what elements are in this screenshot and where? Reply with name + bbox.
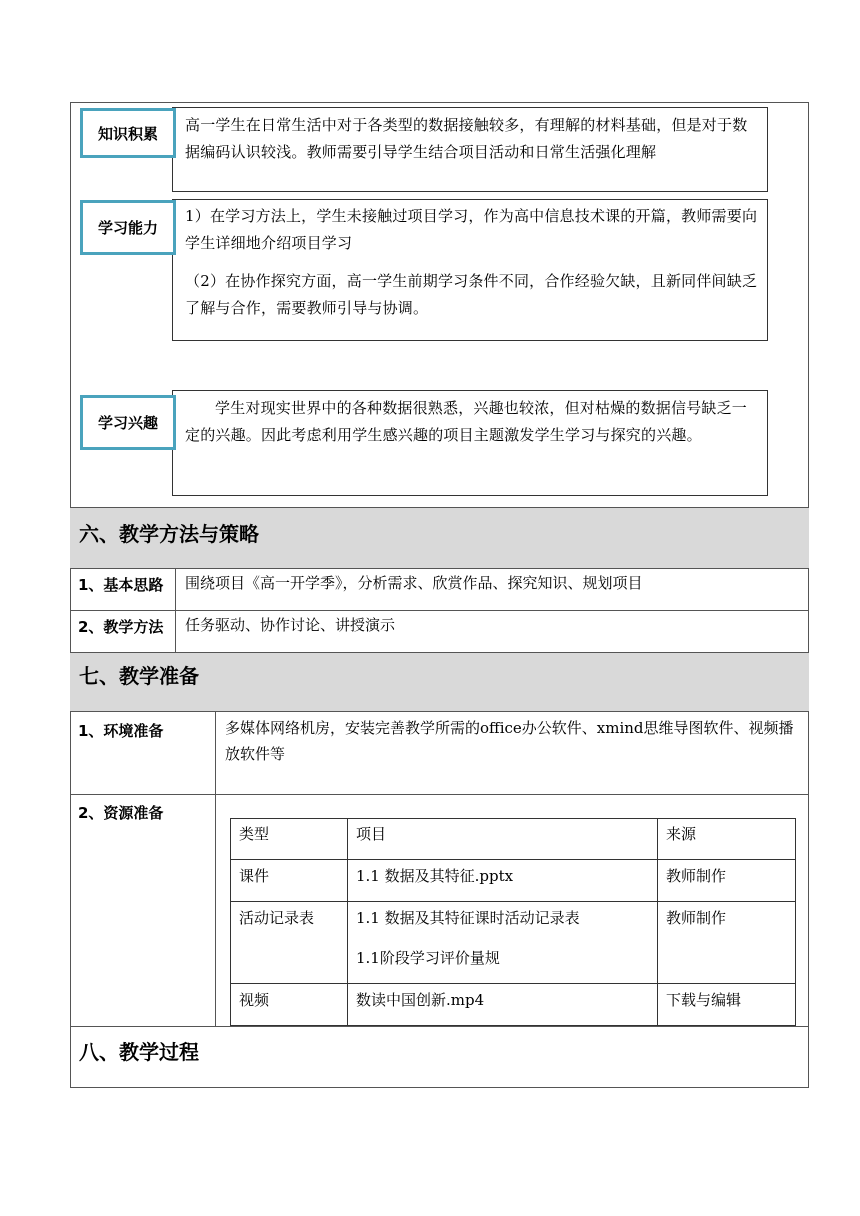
- section7-heading: 七、教学准备: [70, 653, 809, 711]
- interest-textbox: [172, 390, 768, 496]
- ability-textbox: [172, 199, 768, 341]
- resources-label: 2、资源准备: [78, 804, 164, 822]
- section6-row1-top: [70, 568, 809, 569]
- knowledge-tag: 知识积累: [80, 108, 176, 158]
- ability-paragraph-1: 1）在学习方法上，学生未接触过项目学习，作为高中信息技术课的开篇，教师需要向学生详细地介绍项目学习: [185, 207, 758, 252]
- resources-header-source: 来源: [658, 819, 796, 860]
- interest-tag: 学习兴趣: [80, 395, 176, 450]
- env-value: 多媒体网络机房，安装完善教学所需的office办公软件、xmind思维导图软件、视频播放软件等: [225, 719, 794, 763]
- section8-top-border: [70, 1026, 809, 1027]
- section7-row2-top: [70, 794, 809, 795]
- ability-tag: 学习能力: [80, 200, 176, 255]
- section7-row1-top: [70, 711, 809, 712]
- resource-items-cell: [348, 902, 658, 984]
- table-row: [231, 984, 796, 1026]
- method-row-2-value: 任务驱动、协作讨论、讲授演示: [185, 616, 396, 634]
- resources-header-type: 类型: [231, 819, 348, 860]
- resource-type: 视频: [231, 984, 348, 1026]
- resource-item: 数读中国创新.mp4: [348, 984, 658, 1026]
- resource-type: 活动记录表: [231, 902, 348, 984]
- resources-header-item: 项目: [348, 819, 658, 860]
- resource-source: 下载与编辑: [658, 984, 796, 1026]
- resource-source: 教师制作: [658, 860, 796, 902]
- resource-item: 1.1 数据及其特征课时活动记录表: [356, 909, 580, 927]
- frame-right-border: [808, 102, 809, 1088]
- section6-heading: 六、教学方法与策略: [70, 508, 809, 568]
- table-row: [231, 902, 796, 984]
- section6-row2-top: [70, 610, 809, 611]
- method-row-2-label: 2、教学方法: [78, 618, 164, 636]
- resource-type: 课件: [231, 860, 348, 902]
- method-row-1-value: 围绕项目《高一开学季》，分析需求、欣赏作品、探究知识、规划项目: [185, 574, 643, 592]
- frame-top-border: [70, 102, 809, 103]
- frame-left-border: [70, 102, 71, 1088]
- interest-text: 学生对现实世界中的各种数据很熟悉，兴趣也较浓，但对枯燥的数据信号缺乏一定的兴趣。因此考虑利用学生感兴趣的项目主题激发学生学习与探究的兴趣。: [185, 399, 748, 444]
- knowledge-text: 高一学生在日常生活中对于各类型的数据接触较多，有理解的材料基础，但是对于数据编码认识较浅。教师需要引导学生结合项目活动和日常生活强化理解: [185, 116, 748, 161]
- resource-item: 1.1阶段学习评价量规: [356, 949, 500, 967]
- resources-header-row: [231, 819, 796, 860]
- table-row: [231, 860, 796, 902]
- knowledge-textbox: [172, 107, 768, 192]
- resource-item: 1.1 数据及其特征.pptx: [348, 860, 658, 902]
- resource-source: 教师制作: [658, 902, 796, 984]
- env-label: 1、环境准备: [78, 722, 164, 740]
- section7-col-divider: [215, 711, 216, 1026]
- ability-paragraph-2: （2）在协作探究方面，高一学生前期学习条件不同，合作经验欠缺，且新同伴间缺乏了解与合作，需要教师引导与协调。: [185, 272, 758, 317]
- resources-table: [230, 818, 796, 1026]
- frame-bottom-border: [70, 1087, 809, 1088]
- method-row-1-label: 1、基本思路: [78, 576, 164, 594]
- section8-heading: 八、教学过程: [79, 1040, 199, 1064]
